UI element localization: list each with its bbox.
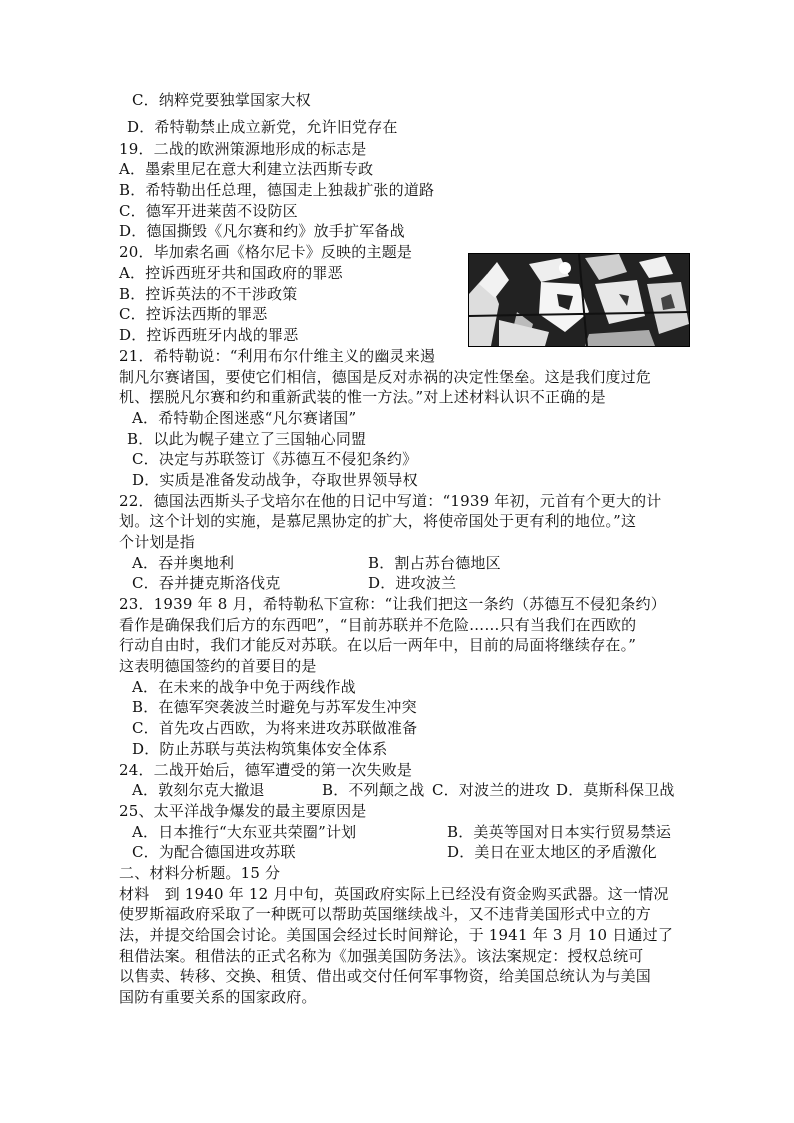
q23-option-a: A．在未来的战争中免于两线作战 bbox=[132, 678, 356, 696]
q18-option-d: D．希特勒禁止成立新党，允许旧党存在 bbox=[127, 118, 398, 136]
q22-option-d: D．进攻波兰 bbox=[368, 574, 457, 592]
q19-stem: 19．二战的欧洲策源地形成的标志是 bbox=[119, 140, 367, 158]
q23-stem-line-1: 23．1939 年 8 月，希特勒私下宣称：“让我们把这一条约（苏德互不侵犯条约） bbox=[119, 595, 666, 613]
q20-option-b: B．控诉英法的不干涉政策 bbox=[119, 285, 298, 303]
guernica-painting-image bbox=[468, 253, 690, 347]
material-line-2: 使罗斯福政府采取了一种既可以帮助英国继续战斗，又不违背美国形式中立的方 bbox=[119, 905, 652, 923]
q22-stem-line-1: 22．德国法西斯头子戈培尔在他的日记中写道：“1939 年初，元首有个更大的计 bbox=[119, 492, 662, 510]
q19-option-d: D．德国撕毁《凡尔赛和约》放手扩军备战 bbox=[119, 222, 405, 240]
q25-option-c: C．为配合德国进攻苏联 bbox=[132, 843, 296, 861]
material-line-1: 材料 到 1940 年 12 月中旬，英国政府实际上已经没有资金购买武器。这一情况 bbox=[119, 885, 669, 903]
q20-option-a: A．控诉西班牙共和国政府的罪恶 bbox=[119, 264, 343, 282]
material-line-4: 租借法案。租借法的正式名称为《加强美国防务法》。该法案规定：授权总统可 bbox=[119, 947, 644, 965]
q22-option-b: B．割占苏台德地区 bbox=[368, 554, 501, 572]
q21-stem-line-1: 21．希特勒说：“利用布尔什维主义的幽灵来遏 bbox=[119, 347, 436, 365]
q19-option-a: A．墨索里尼在意大利建立法西斯专政 bbox=[119, 160, 374, 178]
q25-option-d: D．美日在亚太地区的矛盾激化 bbox=[447, 843, 657, 861]
q23-stem-line-3: 行动自由时，我们才能反对苏联。在以后一两年中，目前的局面将继续存在。” bbox=[119, 636, 637, 654]
q22-stem-line-2: 划。这个计划的实施，是慕尼黑协定的扩大，将使帝国处于更有利的地位。”这 bbox=[119, 512, 637, 530]
q21-option-a: A．希特勒企图迷惑“凡尔赛诸国” bbox=[132, 409, 357, 427]
section-2-title: 二、材料分析题。15 分 bbox=[119, 864, 281, 882]
q21-option-d: D．实质是准备发动战争，夺取世界领导权 bbox=[132, 471, 418, 489]
q23-option-d: D．防止苏联与英法构筑集体安全体系 bbox=[132, 740, 388, 758]
q25-stem: 25、太平洋战争爆发的最主要原因是 bbox=[119, 802, 367, 820]
q18-option-c: C．纳粹党要独掌国家大权 bbox=[132, 91, 311, 109]
q22-option-c: C．吞并捷克斯洛伐克 bbox=[132, 574, 281, 592]
q20-stem: 20．毕加索名画《格尔尼卡》反映的主题是 bbox=[119, 243, 413, 261]
q24-option-a: A．敦刻尔克大撤退 bbox=[132, 781, 265, 799]
material-line-3: 法，并提交给国会讨论。美国国会经过长时间辩论，于 1941 年 3 月 10 日通过了 bbox=[119, 926, 674, 944]
q25-option-a: A．日本推行“大东亚共荣圈”计划 bbox=[132, 823, 357, 841]
q21-option-c: C．决定与苏联签订《苏德互不侵犯条约》 bbox=[132, 450, 418, 468]
q23-option-b: B．在德军突袭波兰时避免与苏军发生冲突 bbox=[132, 698, 417, 716]
q22-option-a: A．吞并奥地利 bbox=[132, 554, 235, 572]
q25-option-b: B．美英等国对日本实行贸易禁运 bbox=[447, 823, 672, 841]
q23-stem-line-2: 看作是确保我们后方的东西吧”，“目前苏联并不危险……只有当我们在西欧的 bbox=[119, 616, 637, 634]
q23-stem-line-4: 这表明德国签约的首要目的是 bbox=[119, 657, 317, 675]
q21-option-b: B．以此为幌子建立了三国轴心同盟 bbox=[127, 430, 367, 448]
q19-option-c: C．德军开进莱茵不设防区 bbox=[119, 202, 298, 220]
q24-option-b: B．不列颠之战 bbox=[322, 781, 425, 799]
q22-stem-line-3: 个计划是指 bbox=[119, 533, 196, 551]
material-line-6: 国防有重要关系的国家政府。 bbox=[119, 988, 317, 1006]
q21-stem-line-2: 制凡尔赛诸国，要使它们相信，德国是反对赤祸的决定性堡垒。这是我们度过危 bbox=[119, 368, 652, 386]
q24-option-d: D．莫斯科保卫战 bbox=[556, 781, 675, 799]
guernica-painting-graphic bbox=[469, 254, 689, 346]
q24-option-c: C．对波兰的进攻 bbox=[432, 781, 551, 799]
q19-option-b: B．希特勒出任总理，德国走上独裁扩张的道路 bbox=[119, 181, 435, 199]
q24-stem: 24．二战开始后，德军遭受的第一次失败是 bbox=[119, 761, 413, 779]
q20-option-c: C．控诉法西斯的罪恶 bbox=[119, 305, 268, 323]
material-line-5: 以售卖、转移、交换、租赁、借出或交付任何军事物资，给美国总统认为与美国 bbox=[119, 967, 652, 985]
q20-option-d: D．控诉西班牙内战的罪恶 bbox=[119, 326, 299, 344]
q23-option-c: C．首先攻占西欧，为将来进攻苏联做准备 bbox=[132, 719, 418, 737]
q21-stem-line-3: 机、摆脱凡尔赛和约和重新武装的惟一方法。”对上述材料认识不正确的是 bbox=[119, 388, 606, 406]
